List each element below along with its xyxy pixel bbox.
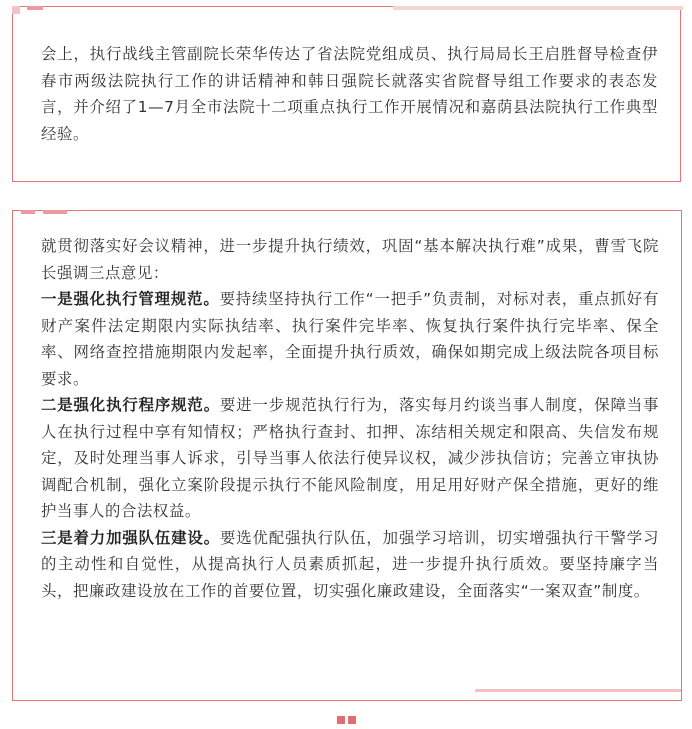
point-body-3: 要选优配强执行队伍，加强学习培训，切实增强执行干警学习的主动性和自觉性，从提高执行人员素质抓起，进一步提升执行质效。要坚持廉字当头，把廉政建设放在工作的首要位置，切实强化廉政建设，全面落实“一案双查”制度。 — [41, 528, 660, 600]
text-box-key-points — [12, 210, 682, 701]
decorative-bar — [43, 210, 67, 214]
divider-dot — [348, 716, 356, 724]
divider-dot — [337, 716, 345, 724]
meeting-summary-text — [41, 41, 658, 147]
point-heading-3: 三是着力加强队伍建设。 — [41, 528, 220, 547]
meeting-summary-paragraph: 会上，执行战线主管副院长荣华传达了省法院党组成员、执行局局长王启胜督导检查伊春市两级法院执行工作的讲话精神和韩日强院长就落实省院督导组工作要求的表态发言，并介绍了1—7月全市法院十二项重点执行工作开展情况和嘉荫县法院执行工作典型经验。 — [41, 45, 658, 143]
section-divider-dots — [337, 716, 357, 724]
decorative-bar — [27, 6, 43, 10]
point-paragraph-1 — [41, 286, 659, 392]
point-paragraph-3 — [41, 525, 659, 605]
point-heading-1: 一是强化执行管理规范。 — [41, 290, 220, 308]
intro-paragraph: 就贯彻落实好会议精神，进一步提升执行绩效，巩固“基本解决执行难”成果，曹雪飞院长强调三点意见： — [41, 237, 659, 282]
decorative-bar-light — [393, 6, 683, 10]
decorative-bar — [21, 210, 35, 214]
decorative-corner-bar — [475, 689, 681, 692]
point-heading-2: 二是强化执行程序规范。 — [41, 396, 220, 414]
point-body-1: 要持续坚持执行工作“一把手”负责制，对标对表，重点抓好有财产案件法定期限内实际执结率、执行案件完毕率、恢复执行案件执行完毕率、保全率、网络查控措施期限内发起率，全面提升执行质效，确保如期完成上级法院各项目标要求。 — [41, 290, 659, 388]
decorative-square — [12, 6, 20, 14]
point-paragraph-2 — [41, 392, 659, 525]
point-body-2: 要进一步规范执行行为，落实每月约谈当事人制度，保障当事人在执行过程中享有知情权；严格执行查封、扣押、冻结相关规定和限高、失信发布规定，及时处理当事人诉求，引导当事人依法行使异议权，减少涉执信访；完善立审执协调配合机制，强化立案阶段提示执行不能风险制度，用足用好财产保全措施，更好的维护当事人的合法权益。 — [41, 396, 660, 520]
text-box-meeting-summary — [12, 6, 681, 182]
key-points-text — [41, 233, 659, 604]
